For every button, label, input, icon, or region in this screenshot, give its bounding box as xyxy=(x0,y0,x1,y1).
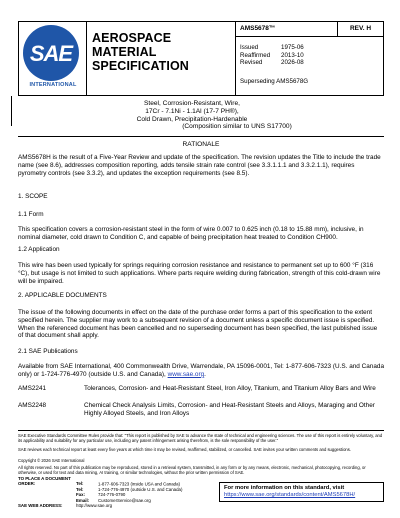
subject-line: (Composition similar to UNS S17700) xyxy=(182,123,292,131)
title-cell xyxy=(87,22,236,95)
footer-notice: SAE Executive Standards Committee Rules provide that: "This report is published by SAE to advance the state of technical and engineering sciences. The use of this report is entirely voluntary, and its applicability and suitability for any particular use, including any patent infringement arising therefrom, is the sole responsibility of the user." xyxy=(18,433,383,444)
sae-pub-heading: 2.1 SAE Publications xyxy=(18,348,78,355)
date-reaffirmed: Reaffirmed 2013-10 xyxy=(240,51,304,59)
doc-type-line2: MATERIAL SPECIFICATION xyxy=(92,45,189,73)
reference-title: Chemical Check Analysis Limits, Corrosion- and Heat-Resistant Steels and Alloys, Maraging and Other Highly Alloyed Steels, and Iron Alloys xyxy=(84,402,375,417)
order-label: TO PLACE A DOCUMENT ORDER: xyxy=(18,476,71,487)
subject-block xyxy=(0,100,384,131)
scope-heading: 1. SCOPE xyxy=(18,193,48,200)
more-info-box xyxy=(219,482,384,502)
footer-review: SAE reviews each technical report at least every five years at which time it may be revised, reaffirmed, stabilized, or cancelled. SAE invites your written comments and suggestions. xyxy=(18,447,351,452)
order-info: TO PLACE A DOCUMENT ORDER: Tel: 1-877-606-7323 (inside USA and Canada) Tel: 1-724-776-4970 (outside U.S. and Canada) Fax: 724-776-0790 Email: CustomerService@sae.org SAE WEB ADDRESS: http://www.sae.org xyxy=(18,476,183,509)
subject-line: Steel, Corrosion-Resistant, Wire, xyxy=(143,100,240,107)
reference-title: Tolerances, Corrosion- and Heat-Resistant Steel, Iron Alloy, Titanium, and Titanium Alloy Bars and Wire xyxy=(84,385,376,392)
applicable-heading: 2. APPLICABLE DOCUMENTS xyxy=(18,292,107,299)
revision: REV. H xyxy=(337,22,383,36)
reference-number: AMS2241 xyxy=(18,385,47,392)
date-revised: Revised 2026-08 xyxy=(240,59,304,67)
application-heading: 1.2 Application xyxy=(18,246,60,253)
divider xyxy=(18,136,384,137)
sae-pub-text: Available from SAE International, 400 Commonwealth Drive, Warrendale, PA 15096-0001, Tel: 1-877-606-7323 (U.S. and Canada only) or 1-724-776-4970 (outside U.S. and Canada), www.sae.org. xyxy=(18,363,385,378)
applicable-text: The issue of the following documents in effect on the date of the purchase order forms a part of this specification to the extent specified herein. The supplier may work to a subsequent revision of a document unless a specific document issue is specified. When the referenced document has been cancelled and no superseding document has been specified, the last published issue of that document shall apply. xyxy=(18,309,378,340)
reference-row xyxy=(18,402,384,420)
application-text: This wire has been used typically for springs requiring corrosion resistance and resistance to permanent set up to 600 °F (316 °C), but usage is not limited to such applications. Where parts require welding during fabrication, strength of this cold-drawn wire will be impaired. xyxy=(18,262,381,285)
footer-divider xyxy=(18,430,384,431)
doc-info-cell xyxy=(236,22,383,95)
doc-number-row xyxy=(236,22,383,37)
web-value[interactable]: http://www.sae.org xyxy=(76,503,113,509)
form-text: This specification covers a corrosion-resistant steel in the form of wire 0.007 to 0.625 inch (0.18 to 15.88 mm), inclusive, in nominal diameter, cold drawn to Condition C, and capable of being precipitation heat treated to Condition CH900. xyxy=(18,226,364,241)
date-list xyxy=(240,44,304,67)
logo-text: SAE xyxy=(29,41,73,66)
footer-copyright: Copyright © 2026 SAE International xyxy=(18,458,85,463)
header-block xyxy=(18,21,384,96)
subject-line: Cold Drawn, Precipitation-Hardenable xyxy=(136,115,248,123)
logo-cell xyxy=(19,22,87,95)
sae-logo xyxy=(23,25,79,81)
superseding-note: Superseding AMS5678G xyxy=(240,78,309,85)
doc-type-line1: AEROSPACE xyxy=(92,31,172,45)
standard-link[interactable]: https://www.sae.org/standards/content/AMS5678H/ xyxy=(224,492,356,498)
sae-website-link[interactable]: www.sae.org xyxy=(167,370,205,378)
form-heading: 1.1 Form xyxy=(18,211,44,218)
date-issued: Issued 1975-06 xyxy=(240,44,304,51)
footer-rights: All rights reserved. No part of this publication may be reproduced, stored in a retrieval system, transmitted, in any form or by any means, electronic, mechanical, photocopying, recording, or otherwise, or used for text and data mining, AI training, or similar technologies, without the prior written permission of SAE. xyxy=(18,465,366,476)
subject-line: 17Cr - 7.1Ni - 1.1Al (17-7 PH®), xyxy=(145,107,239,115)
doc-number: AMS5678™ xyxy=(240,25,276,32)
reference-number: AMS2248 xyxy=(18,402,47,409)
reference-row xyxy=(18,385,384,395)
web-label: SAE WEB ADDRESS: xyxy=(18,503,63,509)
rationale-heading: RATIONALE xyxy=(182,141,220,148)
rationale-text: AMS5678H is the result of a Five-Year Review and update of the specification. The revision updates the Title to include the trade name (see 8.6), addresses composition reporting, adds tensile strain rate control (see 3.3.1.1.1 and 3.3.2.1.1), requires pyrometry controls (see 3.3.2), and updates the exception requirements (see 8.5). xyxy=(18,154,381,177)
logo-subtext: INTERNATIONAL xyxy=(29,82,77,88)
more-info-label: For more information on this standard, visit xyxy=(224,485,345,491)
